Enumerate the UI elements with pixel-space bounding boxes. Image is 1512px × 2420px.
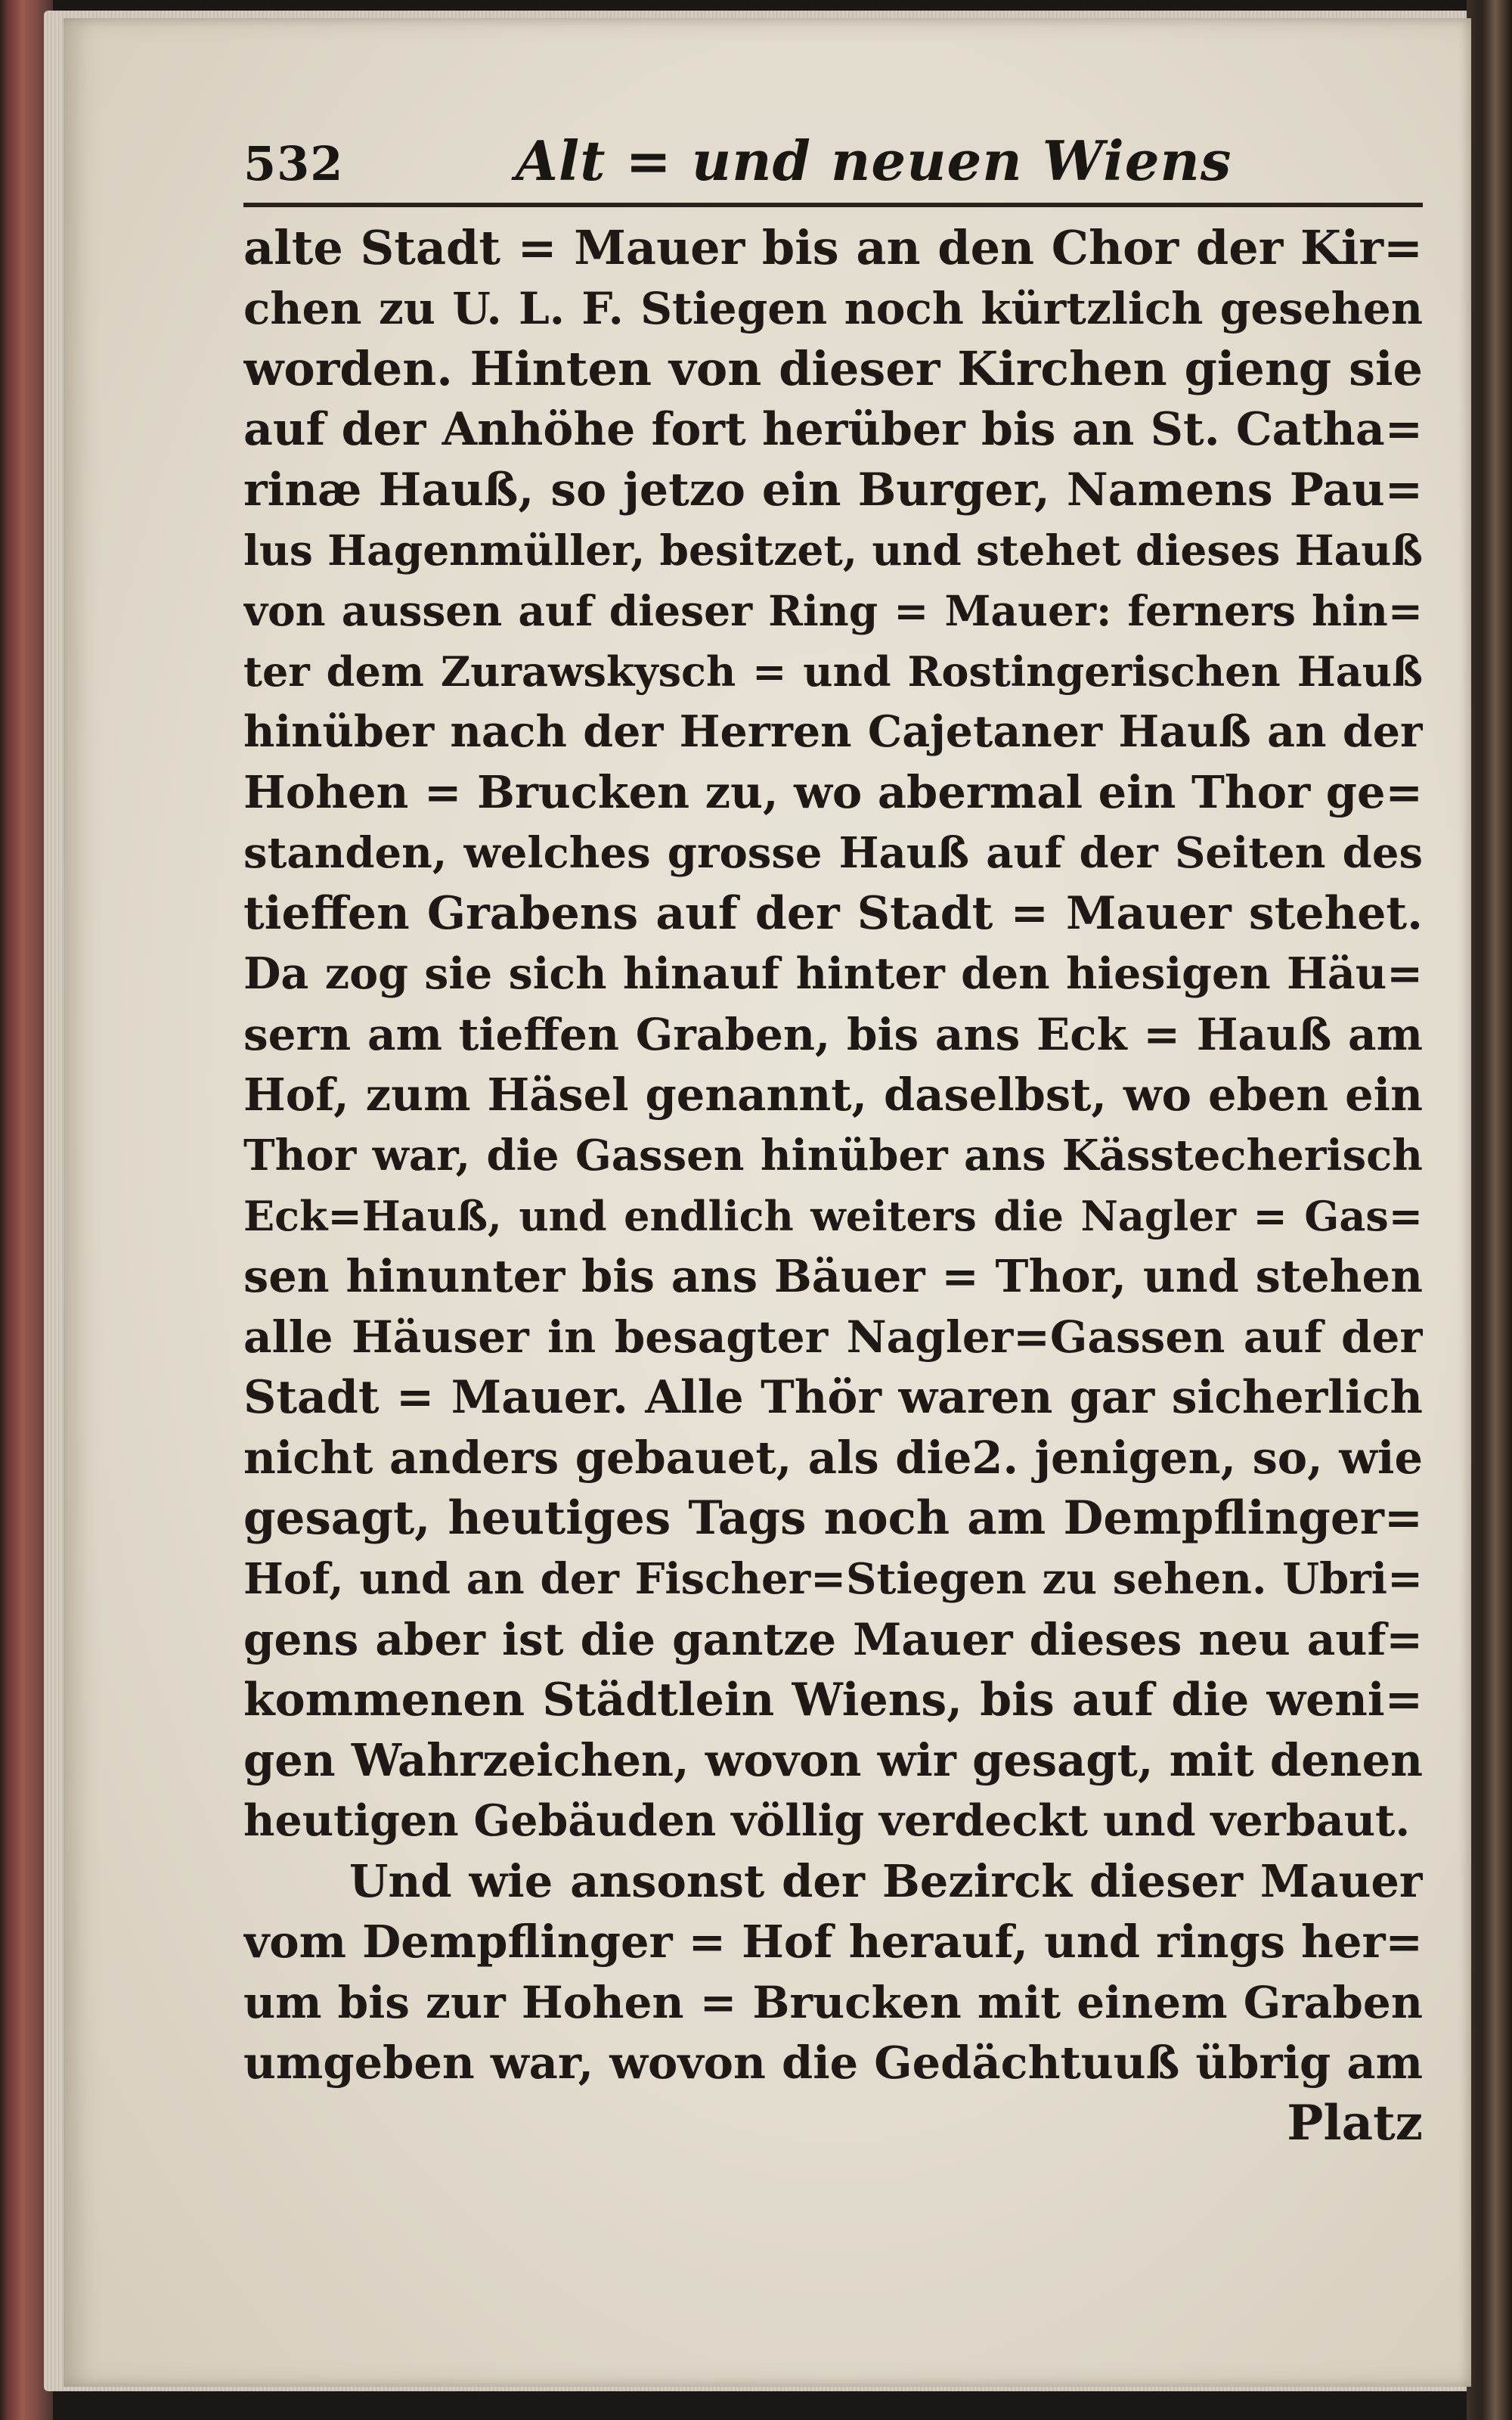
text-line: umgeben war, wovon die Gedächtuuß übrig am (243, 2037, 1423, 2089)
catchword: Platz (1287, 2095, 1423, 2152)
text-line: lus Hagenmüller, besitzet, und stehet dieses Hauß (243, 526, 1423, 575)
text-line: gesagt, heutiges Tags noch am Dempflinger= (243, 1491, 1423, 1545)
text-line: nicht anders gebauet, als die2. jenigen, so, wie (243, 1432, 1423, 1484)
text-line: alle Häuser in besagter Nagler=Gassen auf der (243, 1311, 1423, 1363)
text-line: gens aber ist die gantze Mauer dieses neu auf= (243, 1614, 1423, 1665)
text-line: Eck=Hauß, und endlich weiters die Nagler = Gas= (243, 1192, 1423, 1240)
text-line: tieffen Grabens auf der Stadt = Mauer stehet. (243, 887, 1423, 940)
text-line: sen hinunter bis ans Bäuer = Thor, und stehen (243, 1250, 1423, 1302)
text-line: Hof, zum Häsel genannt, daselbst, wo eben ein (243, 1069, 1423, 1121)
text-line: Und wie ansonst der Bezirck dieser Mauer (349, 1855, 1423, 1907)
book-edge-right (1467, 0, 1512, 2420)
text-line: standen, welches grosse Hauß auf der Seiten des (243, 828, 1423, 878)
running-title: Alt = und neuen Wiens (516, 129, 1232, 193)
text-line: gen Wahrzeichen, wovon wir gesagt, mit denen (243, 1734, 1423, 1786)
text-line: kommenen Städtlein Wiens, bis auf die weni= (243, 1674, 1423, 1727)
text-line: rinæ Hauß, so jetzo ein Burger, Namens Pau= (243, 464, 1423, 517)
page-header (243, 129, 1423, 204)
text-line: auf der Anhöhe fort herüber bis an St. Catha= (243, 403, 1423, 456)
text-line: worden. Hinten von dieser Kirchen gieng sie (243, 341, 1423, 396)
text-line: sern am tieffen Graben, bis ans Eck = Hauß am (243, 1009, 1423, 1060)
text-line: um bis zur Hohen = Brucken mit einem Graben (243, 1977, 1423, 2028)
page-number: 532 (243, 136, 344, 191)
text-line: Stadt = Mauer. Alle Thör waren gar sicherlich (243, 1371, 1423, 1424)
text-line: alte Stadt = Mauer bis an den Chor der Kir= (243, 220, 1423, 275)
text-line: vom Dempflinger = Hof herauf, und rings her= (243, 1916, 1423, 1968)
text-line: hinüber nach der Herren Cajetaner Hauß an der (243, 706, 1423, 757)
body-text (243, 218, 1423, 2154)
header-rule (243, 203, 1423, 207)
text-line: heutigen Gebäuden völlig verdeckt und verbaut. (243, 1795, 1411, 1846)
text-line: Hof, und an der Fischer=Stiegen zu sehen. Ubri= (243, 1554, 1423, 1604)
text-line: Hohen = Brucken zu, wo abermal ein Thor ge= (243, 766, 1423, 818)
text-line: Thor war, die Gassen hinüber ans Kässtecherisch (243, 1131, 1423, 1181)
text-line: Da zog sie sich hinauf hinter den hiesigen Häu= (243, 948, 1423, 999)
text-line: von aussen auf dieser Ring = Mauer: ferners hin= (243, 586, 1423, 635)
text-line: ter dem Zurawskysch = und Rostingerischen Hauß (243, 647, 1423, 696)
text-line: chen zu U. L. F. Stiegen noch kürtzlich gesehen (243, 283, 1423, 334)
